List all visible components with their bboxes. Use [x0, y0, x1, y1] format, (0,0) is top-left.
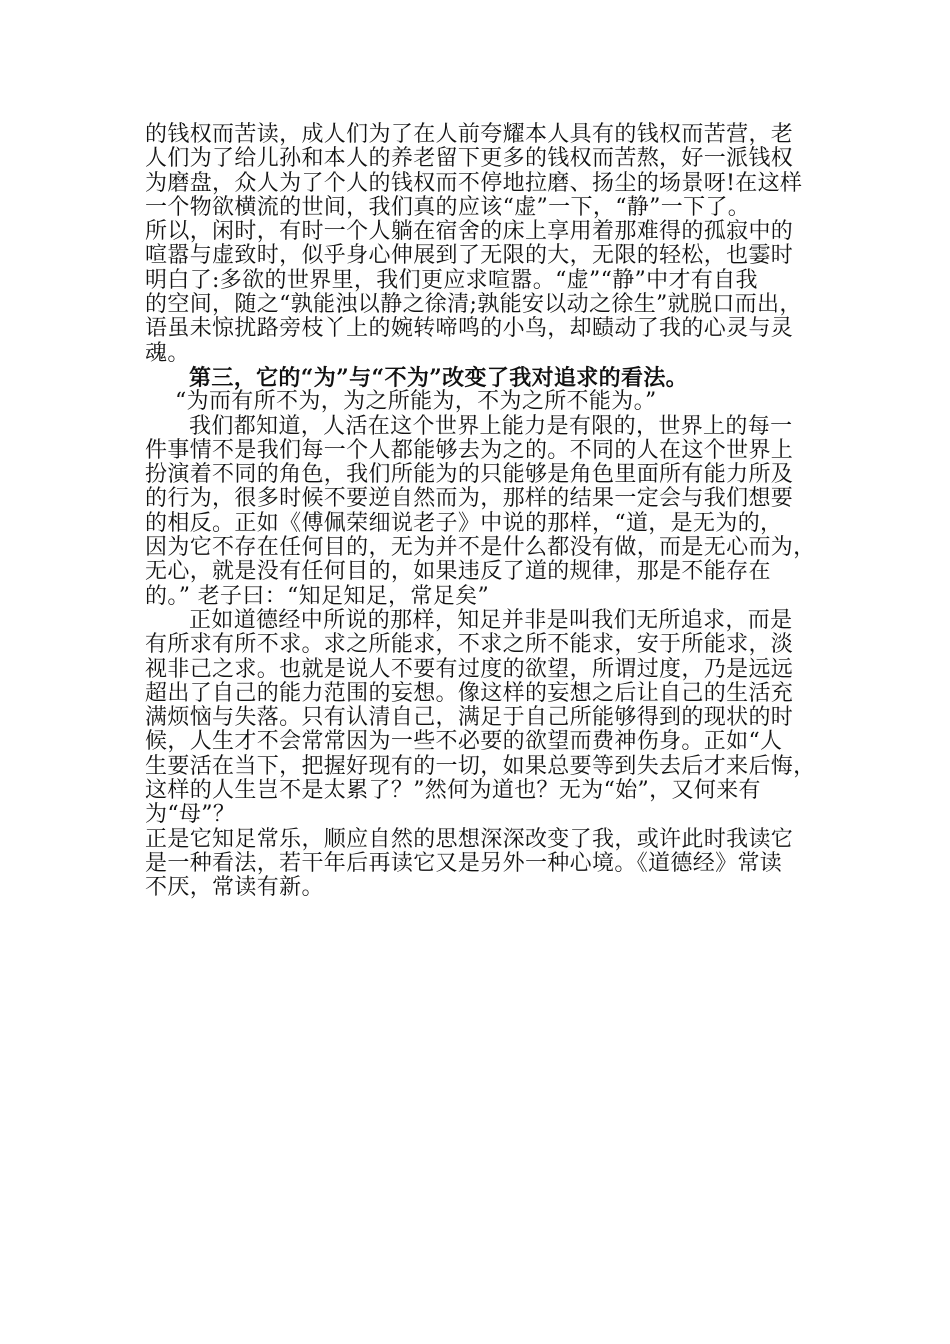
text-line: 无心，就是没有任何目的，如果违反了道的规律，那是不能存在	[145, 559, 771, 585]
document-body	[145, 122, 816, 901]
text-line: 生要活在当下，把握好现有的一切，如果总要等到失去后才来后悔，	[145, 753, 816, 779]
text-line: 超出了自己的能力范围的妄想。像这样的妄想之后让自己的生活充	[145, 680, 794, 706]
text-line: 魂。	[145, 340, 190, 366]
text-line: 件事情不是我们每一个人都能够去为之的。不同的人在这个世界上	[145, 437, 794, 463]
text-line: 为“母”？	[145, 802, 236, 828]
text-line: 不厌，常读有新。	[145, 875, 324, 901]
text-line: 候，人生才不会常常因为一些不必要的欲望而费神伤身。正如“人	[145, 729, 783, 755]
text-line: 一个物欲横流的世间，我们真的应该“虚”一下，“静”一下了。	[145, 194, 751, 220]
text-line: 正是它知足常乐，顺应自然的思想深深改变了我，或许此时我读它	[145, 826, 794, 852]
text-line: 是一种看法，若干年后再读它又是另外一种心境。《道德经》常读	[145, 850, 783, 876]
text-line: 我们都知道，人活在这个世界上能力是有限的，世界上的每一	[189, 413, 793, 439]
text-line: 正如道德经中所说的那样，知足并非是叫我们无所追求，而是	[189, 607, 793, 633]
paragraph-1	[145, 123, 807, 366]
quote-line: “为而有所不为，为之所能为，不为之所不能为。”	[175, 389, 657, 415]
text-line: 的钱权而苦读，成人们为了在人前夸耀本人具有的钱权而苦营，老	[145, 122, 794, 147]
text-line: 的相反。正如《傅佩荣细说老子》中说的那样，“道，是无为的，	[145, 510, 783, 536]
paragraph-3	[145, 607, 816, 828]
text-line: 扮演着不同的角色，我们所能为的只能够是角色里面所有能力所及	[145, 462, 794, 488]
text-line: 有所求有所不求。求之所能求，不求之所不能求，安于所能求，淡	[145, 632, 794, 658]
paragraph-4	[145, 828, 807, 901]
paragraph-2	[145, 413, 816, 609]
text-line: 因为它不存在任何目的，无为并不是什么都没有做，而是无心而为，	[145, 535, 816, 561]
text-line: 喧嚣与虚致时，似乎身心伸展到了无限的大，无限的轻松，也霎时	[145, 243, 794, 269]
text-line: 视非己之求。也就是说人不要有过度的欲望，所谓过度，乃是远远	[145, 656, 794, 682]
text-line: 人们为了给儿孙和本人的养老留下更多的钱权而苦熬，好一派钱权	[145, 146, 794, 172]
text-line: 满烦恼与失落。只有认清自己，满足于自己所能够得到的现状的时	[145, 705, 794, 731]
text-line: 的空间，随之“孰能浊以静之徐清;孰能安以动之徐生”就脱口而出，	[145, 292, 802, 318]
text-line: 明白了:多欲的世界里，我们更应求喧嚣。“虚”“静”中才有自我	[145, 267, 758, 293]
text-line: 为磨盘，众人为了个人的钱权而不停地拉磨、扬尘的场景呀!在这样	[145, 170, 803, 196]
text-line: 的。” 老子曰：“知足知足，常足矣”	[145, 583, 490, 609]
text-line: 语虽未惊扰路旁枝丫上的婉转啼鸣的小鸟，却赜动了我的心灵与灵	[145, 316, 794, 342]
section-heading: 第三，它的“为”与“不为”改变了我对追求的看法。	[189, 364, 689, 391]
text-line: 这样的人生岂不是太累了？”然何为道也？无为“始”，又何来有	[145, 778, 761, 804]
text-line: 所以，闲时，有时一个人躺在宿舍的床上享用着那难得的孤寂中的	[145, 219, 794, 245]
text-line: 的行为，很多时候不要逆自然而为，那样的结果一定会与我们想要	[145, 486, 794, 512]
